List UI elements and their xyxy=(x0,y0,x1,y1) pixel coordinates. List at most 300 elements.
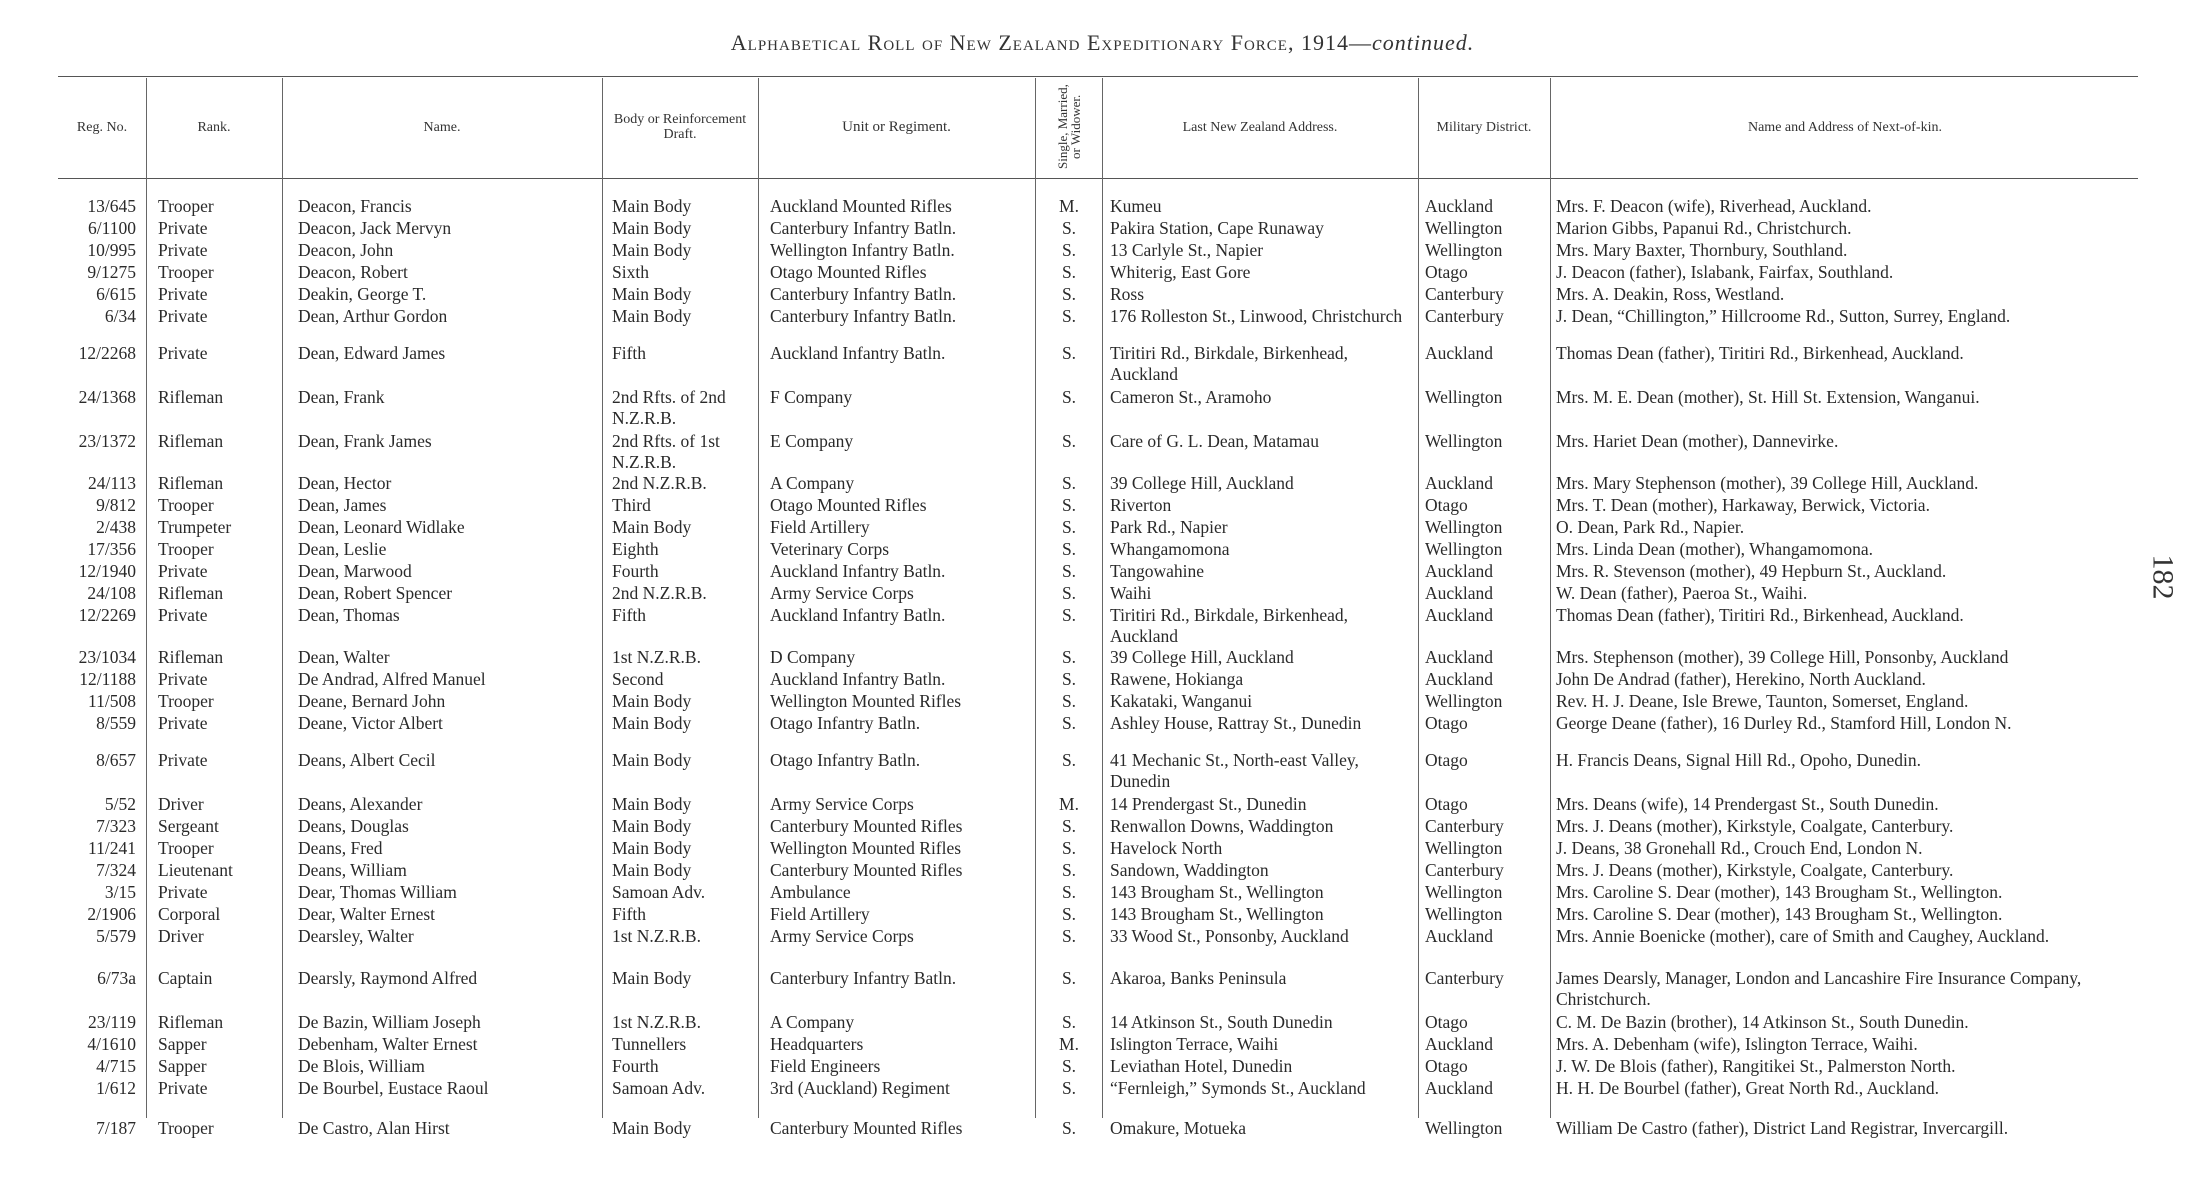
cell-body: Main Body xyxy=(612,794,692,814)
cell-reg: 10/995 xyxy=(87,240,136,260)
cell-unit: Wellington Infantry Batln. xyxy=(770,240,955,260)
cell-ms: S. xyxy=(1061,860,1077,880)
cell-reg: 24/1368 xyxy=(78,387,136,407)
cell-addr: Tiritiri Rd., Birkdale, Birkenhead, Auckland xyxy=(1110,343,1349,384)
cell-name: De Bourbel, Eustace Raoul xyxy=(298,1078,489,1098)
cell-kin: William De Castro (father), District Land Registrar, Invercargill. xyxy=(1556,1118,2009,1138)
cell-body: Main Body xyxy=(612,816,692,836)
cell-kin: Mrs. Caroline S. Dear (mother), 143 Brougham St., Wellington. xyxy=(1556,882,2003,902)
cell-unit: Army Service Corps xyxy=(770,583,914,603)
cell-reg: 2/438 xyxy=(96,517,136,537)
cell-body: Fourth xyxy=(612,1056,659,1076)
cell-unit: Field Engineers xyxy=(770,1056,881,1076)
table-row xyxy=(0,968,2205,1010)
cell-ms: S. xyxy=(1061,968,1077,988)
cell-ms: S. xyxy=(1061,669,1077,689)
table-row xyxy=(0,713,2205,748)
cell-unit: Canterbury Infantry Batln. xyxy=(770,284,957,304)
cell-addr: 41 Mechanic St., North-east Valley, Dunedin xyxy=(1110,750,1359,791)
cell-kin: Mrs. Linda Dean (mother), Whangamomona. xyxy=(1556,539,1874,559)
cell-body: Main Body xyxy=(612,713,692,733)
cell-addr: Cameron St., Aramoho xyxy=(1110,387,1272,407)
cell-ms: S. xyxy=(1061,517,1077,537)
cell-ms: S. xyxy=(1061,473,1077,493)
cell-unit: Canterbury Infantry Batln. xyxy=(770,218,957,238)
cell-kin: Marion Gibbs, Papanui Rd., Christchurch. xyxy=(1556,218,1852,238)
cell-addr: Havelock North xyxy=(1110,838,1223,858)
cell-ms: S. xyxy=(1061,838,1077,858)
cell-district: Wellington xyxy=(1425,691,1503,711)
cell-body: 2nd N.Z.R.B. xyxy=(612,583,707,603)
table-row xyxy=(0,262,2205,282)
cell-unit: Wellington Mounted Rifles xyxy=(770,838,962,858)
cell-reg: 6/73a xyxy=(97,968,136,988)
cell-rank: Private xyxy=(158,750,208,770)
cell-unit: Canterbury Mounted Rifles xyxy=(770,816,963,836)
header-name: Name. xyxy=(423,119,461,135)
cell-district: Canterbury xyxy=(1425,968,1504,988)
cell-unit: Field Artillery xyxy=(770,904,870,924)
cell-addr: Kumeu xyxy=(1110,196,1162,216)
cell-name: Dean, Edward James xyxy=(298,343,446,363)
cell-body: Main Body xyxy=(612,306,692,326)
cell-district: Auckland xyxy=(1425,473,1494,493)
table-row xyxy=(0,583,2205,603)
cell-ms: S. xyxy=(1061,1012,1077,1032)
header-address: Last New Zealand Address. xyxy=(1182,119,1338,135)
page-title: Alphabetical Roll of New Zealand Expeditionary Force, 1914—continued. xyxy=(730,30,1475,55)
cell-addr: Whangamomona xyxy=(1110,539,1230,559)
cell-body: Eighth xyxy=(612,539,659,559)
cell-addr: Tiritiri Rd., Birkdale, Birkenhead, Auckland xyxy=(1110,605,1349,646)
cell-body: Sixth xyxy=(612,262,649,282)
cell-rank: Rifleman xyxy=(158,387,224,407)
cell-unit: Otago Mounted Rifles xyxy=(770,495,927,515)
cell-ms: S. xyxy=(1061,882,1077,902)
table-row xyxy=(0,1034,2205,1054)
cell-kin: Mrs. Mary Stephenson (mother), 39 College Hill, Auckland. xyxy=(1556,473,1979,493)
cell-body: Main Body xyxy=(612,284,692,304)
cell-body: Main Body xyxy=(612,860,692,880)
header-body: Body or Reinforcement Draft. xyxy=(613,112,747,142)
cell-name: Deane, Victor Albert xyxy=(298,713,443,733)
cell-kin: Mrs. Caroline S. Dear (mother), 143 Brougham St., Wellington. xyxy=(1556,904,2003,924)
cell-name: Dean, Marwood xyxy=(298,561,412,581)
cell-addr: Renwallon Downs, Waddington xyxy=(1110,816,1334,836)
cell-rank: Trooper xyxy=(158,838,214,858)
cell-unit: D Company xyxy=(770,647,856,667)
table-row xyxy=(0,517,2205,537)
cell-addr: 39 College Hill, Auckland xyxy=(1110,473,1294,493)
cell-rank: Trumpeter xyxy=(158,517,232,537)
cell-rank: Private xyxy=(158,306,208,326)
cell-kin: Thomas Dean (father), Tiritiri Rd., Birkenhead, Auckland. xyxy=(1556,605,1964,625)
cell-rank: Rifleman xyxy=(158,647,224,667)
cell-name: Deane, Bernard John xyxy=(298,691,446,711)
cell-reg: 1/612 xyxy=(96,1078,136,1098)
cell-name: Deacon, Robert xyxy=(298,262,408,282)
cell-ms: S. xyxy=(1061,605,1077,625)
cell-district: Otago xyxy=(1425,495,1468,515)
cell-reg: 7/187 xyxy=(96,1118,136,1138)
table-row xyxy=(0,495,2205,515)
cell-body: Samoan Adv. xyxy=(612,1078,706,1098)
cell-district: Wellington xyxy=(1425,539,1503,559)
cell-rank: Corporal xyxy=(158,904,221,924)
cell-unit: Otago Infantry Batln. xyxy=(770,713,921,733)
table-row xyxy=(0,306,2205,341)
cell-reg: 4/1610 xyxy=(87,1034,136,1054)
cell-rank: Private xyxy=(158,669,208,689)
table-row xyxy=(0,539,2205,559)
cell-addr: Riverton xyxy=(1110,495,1172,515)
cell-name: Dean, Arthur Gordon xyxy=(298,306,448,326)
cell-ms: M. xyxy=(1059,1034,1079,1054)
cell-body: Main Body xyxy=(612,968,692,988)
cell-kin: George Deane (father), 16 Durley Rd., Stamford Hill, London N. xyxy=(1556,713,2012,733)
cell-unit: Canterbury Mounted Rifles xyxy=(770,1118,963,1138)
cell-addr: Park Rd., Napier xyxy=(1110,517,1228,537)
cell-body: Fifth xyxy=(612,605,647,625)
cell-unit: Otago Mounted Rifles xyxy=(770,262,927,282)
cell-kin: H. H. De Bourbel (father), Great North Rd., Auckland. xyxy=(1556,1078,1939,1098)
cell-name: Deacon, Francis xyxy=(298,196,412,216)
cell-rank: Rifleman xyxy=(158,583,224,603)
cell-body: Samoan Adv. xyxy=(612,882,706,902)
cell-kin: J. Deans, 38 Gronehall Rd., Crouch End, London N. xyxy=(1556,838,1923,858)
header-marital: Single, Married, or Widower. xyxy=(1055,84,1083,170)
cell-addr: Care of G. L. Dean, Matamau xyxy=(1110,431,1319,451)
cell-addr: Omakure, Motueka xyxy=(1110,1118,1247,1138)
cell-rank: Private xyxy=(158,343,208,363)
cell-ms: S. xyxy=(1061,387,1077,407)
cell-unit: Auckland Infantry Batln. xyxy=(770,605,946,625)
table-row xyxy=(0,838,2205,858)
cell-reg: 8/657 xyxy=(96,750,136,770)
cell-reg: 12/1940 xyxy=(78,561,136,581)
cell-body: Second xyxy=(612,669,664,689)
cell-name: Deacon, Jack Mervyn xyxy=(298,218,452,238)
cell-body: Fifth xyxy=(612,343,647,363)
cell-name: Dean, Leonard Widlake xyxy=(298,517,465,537)
cell-name: Deacon, John xyxy=(298,240,394,260)
cell-district: Wellington xyxy=(1425,240,1503,260)
cell-rank: Driver xyxy=(158,926,204,946)
cell-ms: S. xyxy=(1061,1078,1077,1098)
cell-name: Dear, Walter Ernest xyxy=(298,904,436,924)
cell-rank: Trooper xyxy=(158,262,214,282)
cell-ms: S. xyxy=(1061,713,1077,733)
cell-addr: Leviathan Hotel, Dunedin xyxy=(1110,1056,1293,1076)
cell-addr: Akaroa, Banks Peninsula xyxy=(1110,968,1287,988)
cell-addr: Ross xyxy=(1110,284,1145,304)
cell-rank: Private xyxy=(158,284,208,304)
cell-unit: A Company xyxy=(770,1012,855,1032)
cell-district: Otago xyxy=(1425,713,1468,733)
cell-unit: Army Service Corps xyxy=(770,794,914,814)
cell-unit: 3rd (Auckland) Regiment xyxy=(770,1078,950,1098)
header-rank: Rank. xyxy=(197,119,231,135)
cell-unit: Wellington Mounted Rifles xyxy=(770,691,962,711)
cell-ms: S. xyxy=(1061,691,1077,711)
cell-unit: F Company xyxy=(770,387,853,407)
cell-district: Wellington xyxy=(1425,904,1503,924)
cell-reg: 5/579 xyxy=(96,926,136,946)
cell-name: Dear, Thomas William xyxy=(298,882,457,902)
cell-unit: Auckland Infantry Batln. xyxy=(770,561,946,581)
cell-body: Main Body xyxy=(612,838,692,858)
cell-unit: Otago Infantry Batln. xyxy=(770,750,921,770)
cell-reg: 6/34 xyxy=(104,306,136,326)
cell-name: Dean, Walter xyxy=(298,647,390,667)
cell-district: Auckland xyxy=(1425,561,1494,581)
table-row xyxy=(0,750,2205,792)
cell-name: Dean, James xyxy=(298,495,387,515)
table-row xyxy=(0,387,2205,429)
cell-kin: Mrs. R. Stevenson (mother), 49 Hepburn St., Auckland. xyxy=(1556,561,1947,581)
cell-ms: S. xyxy=(1061,926,1077,946)
cell-kin: J. W. De Blois (father), Rangitikei St., Palmerston North. xyxy=(1556,1056,1956,1076)
cell-name: De Blois, William xyxy=(298,1056,425,1076)
table-row xyxy=(0,561,2205,581)
cell-ms: S. xyxy=(1061,904,1077,924)
cell-rank: Sapper xyxy=(158,1034,207,1054)
cell-body: Main Body xyxy=(612,196,692,216)
cell-kin: O. Dean, Park Rd., Napier. xyxy=(1556,517,1745,537)
cell-reg: 11/508 xyxy=(88,691,136,711)
header-district: Military District. xyxy=(1436,119,1532,135)
cell-district: Auckland xyxy=(1425,1078,1494,1098)
cell-district: Canterbury xyxy=(1425,860,1504,880)
cell-ms: S. xyxy=(1061,284,1077,304)
cell-unit: E Company xyxy=(770,431,854,451)
cell-district: Canterbury xyxy=(1425,816,1504,836)
cell-rank: Private xyxy=(158,240,208,260)
cell-unit: Headquarters xyxy=(770,1034,864,1054)
cell-addr: 13 Carlyle St., Napier xyxy=(1110,240,1264,260)
cell-kin: Mrs. J. Deans (mother), Kirkstyle, Coalgate, Canterbury. xyxy=(1556,816,1954,836)
cell-district: Auckland xyxy=(1425,647,1494,667)
cell-unit: A Company xyxy=(770,473,855,493)
cell-reg: 5/52 xyxy=(104,794,136,814)
table-row xyxy=(0,343,2205,385)
cell-district: Wellington xyxy=(1425,517,1503,537)
table-row xyxy=(0,473,2205,493)
cell-kin: Mrs. Stephenson (mother), 39 College Hill, Ponsonby, Auckland xyxy=(1556,647,2009,667)
cell-body: Main Body xyxy=(612,218,692,238)
table-row xyxy=(0,196,2205,216)
cell-reg: 13/645 xyxy=(87,196,136,216)
table-row xyxy=(0,1078,2205,1116)
cell-district: Wellington xyxy=(1425,1118,1503,1138)
cell-body: Main Body xyxy=(612,750,692,770)
cell-district: Canterbury xyxy=(1425,306,1504,326)
cell-district: Auckland xyxy=(1425,669,1494,689)
cell-name: De Andrad, Alfred Manuel xyxy=(298,669,486,689)
cell-kin: Rev. H. J. Deane, Isle Brewe, Taunton, Somerset, England. xyxy=(1556,691,1969,711)
cell-addr: 143 Brougham St., Wellington xyxy=(1110,904,1324,924)
cell-district: Auckland xyxy=(1425,926,1494,946)
cell-kin: Mrs. Deans (wife), 14 Prendergast St., South Dunedin. xyxy=(1556,794,1939,814)
cell-addr: 39 College Hill, Auckland xyxy=(1110,647,1294,667)
cell-ms: S. xyxy=(1061,750,1077,770)
cell-ms: S. xyxy=(1061,816,1077,836)
cell-body: Tunnellers xyxy=(612,1034,687,1054)
cell-addr: Pakira Station, Cape Runaway xyxy=(1110,218,1324,238)
cell-kin: C. M. De Bazin (brother), 14 Atkinson St., South Dunedin. xyxy=(1556,1012,1969,1032)
cell-unit: Canterbury Mounted Rifles xyxy=(770,860,963,880)
cell-unit: Auckland Infantry Batln. xyxy=(770,669,946,689)
table-row xyxy=(0,926,2205,966)
cell-kin: Mrs. F. Deacon (wife), Riverhead, Auckland. xyxy=(1556,196,1872,216)
cell-district: Wellington xyxy=(1425,882,1503,902)
cell-body: Main Body xyxy=(612,691,692,711)
cell-reg: 4/715 xyxy=(96,1056,136,1076)
cell-name: Deans, Albert Cecil xyxy=(298,750,436,770)
cell-district: Otago xyxy=(1425,262,1468,282)
cell-district: Canterbury xyxy=(1425,284,1504,304)
cell-rank: Private xyxy=(158,218,208,238)
table-row xyxy=(0,904,2205,924)
cell-body: Main Body xyxy=(612,1118,692,1138)
table-row xyxy=(0,1118,2205,1160)
cell-kin: W. Dean (father), Paeroa St., Waihi. xyxy=(1556,583,1808,603)
cell-name: Dean, Leslie xyxy=(298,539,387,559)
cell-rank: Rifleman xyxy=(158,431,224,451)
cell-rank: Trooper xyxy=(158,691,214,711)
table-row xyxy=(0,647,2205,667)
cell-district: Auckland xyxy=(1425,196,1494,216)
cell-district: Auckland xyxy=(1425,1034,1494,1054)
cell-reg: 2/1906 xyxy=(87,904,136,924)
cell-addr: 176 Rolleston St., Linwood, Christchurch xyxy=(1110,306,1403,326)
cell-ms: S. xyxy=(1061,306,1077,326)
cell-body: 1st N.Z.R.B. xyxy=(612,926,701,946)
header-unit: Unit or Regiment. xyxy=(842,118,951,135)
cell-name: Debenham, Walter Ernest xyxy=(298,1034,478,1054)
cell-addr: 33 Wood St., Ponsonby, Auckland xyxy=(1110,926,1349,946)
cell-kin: Thomas Dean (father), Tiritiri Rd., Birkenhead, Auckland. xyxy=(1556,343,1964,363)
cell-unit: Canterbury Infantry Batln. xyxy=(770,968,957,988)
cell-kin: Mrs. A. Deakin, Ross, Westland. xyxy=(1556,284,1785,304)
cell-district: Otago xyxy=(1425,1012,1468,1032)
cell-ms: S. xyxy=(1061,539,1077,559)
cell-rank: Trooper xyxy=(158,539,214,559)
cell-body: Third xyxy=(612,495,651,515)
cell-ms: S. xyxy=(1061,218,1077,238)
cell-rank: Private xyxy=(158,882,208,902)
table-row xyxy=(0,218,2205,238)
cell-name: Deans, Fred xyxy=(298,838,383,858)
cell-reg: 9/812 xyxy=(96,495,136,515)
table-row xyxy=(0,794,2205,814)
cell-ms: S. xyxy=(1061,561,1077,581)
cell-addr: 14 Atkinson St., South Dunedin xyxy=(1110,1012,1333,1032)
cell-addr: 143 Brougham St., Wellington xyxy=(1110,882,1324,902)
cell-kin: H. Francis Deans, Signal Hill Rd., Opoho, Dunedin. xyxy=(1556,750,1922,770)
cell-ms: S. xyxy=(1061,343,1077,363)
cell-name: Deans, William xyxy=(298,860,407,880)
cell-addr: Islington Terrace, Waihi xyxy=(1110,1034,1279,1054)
cell-kin: Mrs. A. Debenham (wife), Islington Terrace, Waihi. xyxy=(1556,1034,1918,1054)
cell-name: De Bazin, William Joseph xyxy=(298,1012,481,1032)
cell-name: Dean, Thomas xyxy=(298,605,400,625)
cell-rank: Rifleman xyxy=(158,473,224,493)
cell-kin: Mrs. M. E. Dean (mother), St. Hill St. Extension, Wanganui. xyxy=(1556,387,1980,407)
cell-district: Wellington xyxy=(1425,387,1503,407)
cell-rank: Rifleman xyxy=(158,1012,224,1032)
cell-reg: 23/1372 xyxy=(78,431,136,451)
cell-district: Wellington xyxy=(1425,838,1503,858)
header-bottom-rule xyxy=(58,178,2138,179)
cell-unit: Canterbury Infantry Batln. xyxy=(770,306,957,326)
table-row xyxy=(0,431,2205,471)
table-row xyxy=(0,284,2205,304)
cell-rank: Sergeant xyxy=(158,816,219,836)
table-row xyxy=(0,669,2205,689)
cell-reg: 8/559 xyxy=(96,713,136,733)
cell-body: 2nd Rfts. of 2nd N.Z.R.B. xyxy=(612,387,726,428)
page-number: 182 xyxy=(2146,554,2180,600)
cell-district: Auckland xyxy=(1425,583,1494,603)
cell-reg: 7/324 xyxy=(96,860,136,880)
cell-kin: Mrs. Hariet Dean (mother), Dannevirke. xyxy=(1556,431,1839,451)
cell-kin: James Dearsly, Manager, London and Lancashire Fire Insurance Company, Christchurch. xyxy=(1556,968,2082,1009)
cell-district: Auckland xyxy=(1425,343,1494,363)
cell-addr: Waihi xyxy=(1110,583,1152,603)
cell-unit: Auckland Mounted Rifles xyxy=(770,196,952,216)
cell-reg: 12/1188 xyxy=(79,669,136,689)
table-row xyxy=(0,816,2205,836)
cell-ms: M. xyxy=(1059,196,1079,216)
cell-reg: 23/119 xyxy=(88,1012,136,1032)
cell-body: Fourth xyxy=(612,561,659,581)
cell-reg: 12/2268 xyxy=(78,343,136,363)
cell-name: Dean, Frank James xyxy=(298,431,432,451)
cell-rank: Lieutenant xyxy=(158,860,233,880)
cell-addr: “Fernleigh,” Symonds St., Auckland xyxy=(1110,1078,1366,1098)
cell-kin: J. Dean, “Chillington,” Hillcroome Rd., Sutton, Surrey, England. xyxy=(1556,306,2011,326)
cell-body: 1st N.Z.R.B. xyxy=(612,647,701,667)
cell-body: Main Body xyxy=(612,240,692,260)
cell-reg: 23/1034 xyxy=(78,647,136,667)
cell-district: Otago xyxy=(1425,750,1468,770)
table-row xyxy=(0,691,2205,711)
cell-addr: Kakataki, Wanganui xyxy=(1110,691,1253,711)
cell-body: 1st N.Z.R.B. xyxy=(612,1012,701,1032)
cell-rank: Trooper xyxy=(158,1118,214,1138)
cell-addr: Ashley House, Rattray St., Dunedin xyxy=(1110,713,1362,733)
cell-district: Wellington xyxy=(1425,431,1503,451)
cell-unit: Auckland Infantry Batln. xyxy=(770,343,946,363)
cell-body: 2nd Rfts. of 1st N.Z.R.B. xyxy=(612,431,720,472)
cell-body: 2nd N.Z.R.B. xyxy=(612,473,707,493)
cell-addr: 14 Prendergast St., Dunedin xyxy=(1110,794,1307,814)
cell-addr: Tangowahine xyxy=(1110,561,1205,581)
cell-reg: 11/241 xyxy=(88,838,136,858)
cell-name: Dean, Frank xyxy=(298,387,385,407)
cell-name: Deans, Alexander xyxy=(298,794,423,814)
cell-rank: Captain xyxy=(158,968,213,988)
cell-kin: John De Andrad (father), Herekino, North Auckland. xyxy=(1556,669,1926,689)
cell-ms: M. xyxy=(1059,794,1079,814)
cell-rank: Private xyxy=(158,605,208,625)
cell-name: De Castro, Alan Hirst xyxy=(298,1118,450,1138)
table-row xyxy=(0,1056,2205,1076)
cell-name: Dearsly, Raymond Alfred xyxy=(298,968,478,988)
cell-name: Deans, Douglas xyxy=(298,816,409,836)
cell-kin: J. Deacon (father), Islabank, Fairfax, Southland. xyxy=(1556,262,1894,282)
